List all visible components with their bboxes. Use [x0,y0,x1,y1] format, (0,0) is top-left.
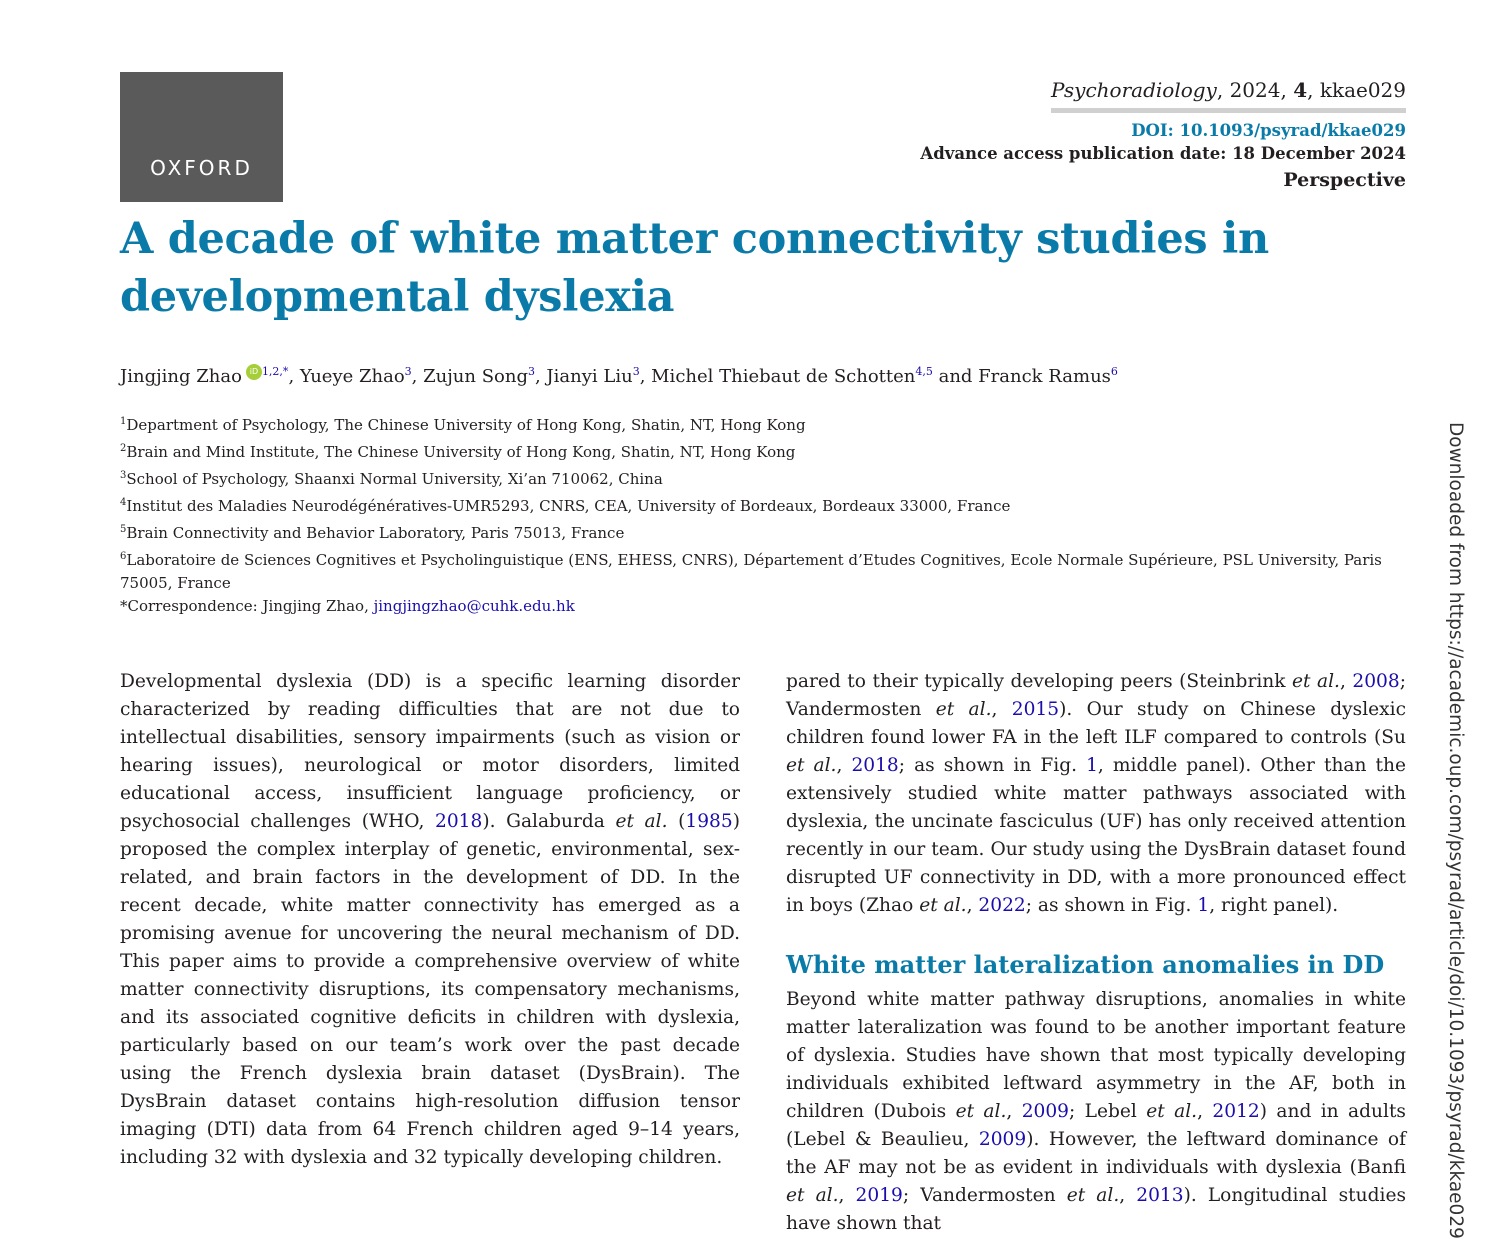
author-name[interactable]: Jingjing Zhao [120,366,242,387]
body-text-italic: et al. [1146,1101,1198,1122]
body-text: ; Vandermosten [786,671,1406,720]
body-text: , [1119,1185,1137,1206]
figure-link[interactable]: 1 [1197,895,1210,916]
body-text: , [991,699,1012,720]
body-text: ; Vandermosten [902,1185,1067,1206]
body-text: ( [667,811,686,832]
article-title: A decade of white matter connectivity studies in developmental dyslexia [120,214,1269,322]
body-text: , [836,755,852,776]
body-column-left [120,668,740,1172]
author-affiliation-ref[interactable]: 4,5 [915,365,933,378]
correspondence-label: *Correspondence: Jingjing Zhao, [120,597,374,615]
orcid-icon[interactable]: iD [246,364,262,380]
affiliation-text: Department of Psychology, The Chinese University of Hong Kong, Shatin, NT, Hong Kong [126,416,806,434]
affiliation-text: Brain and Mind Institute, The Chinese University of Hong Kong, Shatin, NT, Hong Kong [126,443,796,461]
body-text: ). However, the leftward dominance of the AF may not be as evident in individuals with dyslexia (Banfi [786,1129,1406,1178]
body-text-italic: et al. [1292,671,1340,692]
body-text: ). Our study on Chinese dyslexic children found lower FA in the left ILF compared to controls (Su [786,699,1406,748]
correspondence [120,595,1410,618]
body-text: , [1006,1101,1022,1122]
publisher-logo [120,72,283,202]
doi-link[interactable]: DOI: 10.1093/psyrad/kkae029 [1131,121,1406,140]
body-text: , middle panel). Other than the extensively studied white matter pathways associated with dyslexia, the uncinate fasciculus (UF) has only received attention recently in our team. Our study using the DysBrain dataset found disrupted UF connectivity in DD, with a more pronounced effect in boys (Zhao [786,755,1406,916]
figure-link[interactable]: 1 [1086,755,1098,776]
journal-citation [1051,78,1406,113]
affiliation-item [120,491,1410,518]
affiliation-number: 4 [120,497,127,508]
author-name[interactable]: , Yueye Zhao [288,366,405,387]
affiliation-text: Brain Connectivity and Behavior Laboratory, Paris 75013, France [126,524,625,542]
affiliation-text: School of Psychology, Shaanxi Normal University, Xi’an 710062, China [126,470,663,488]
body-text: Developmental dyslexia (DD) is a specific learning disorder characterized by reading difficulties that are not due to intellectual disabilities, sensory impairments (such as vision or hearing issues), neurological or motor disorders, limited educational access, insufficient language proficiency, or psychosocial challenges (WHO, [120,671,740,832]
publisher-logo-text: OXFORD [150,156,253,180]
body-text: , [966,895,979,916]
body-text: ) proposed the complex interplay of genetic, environmental, sex-related, and brain factors in the development of DD. In the recent decade, white matter connectivity has emerged as a promising avenue for uncovering the neural mechanism of DD. This paper aims to provide a comprehensive overview of white matter connectivity disruptions, its compensatory mechanisms, and its associated cognitive deficits in children with dyslexia, particularly based on our team’s work over the past decade using the French dyslexia brain dataset (DysBrain). The DysBrain dataset contains high-resolution diffusion tensor imaging (DTI) data from 64 French children aged 9–14 years, including 32 with dyslexia and 32 typically developing children. [120,811,740,1168]
body-text: Beyond white matter pathway disruptions, anomalies in white matter lateralization was found to be another important feature of dyslexia. Studies have shown that most typically developing individuals exhibited leftward asymmetry in the AF, both in children (Dubois [786,989,1406,1122]
journal-article-id: , kkae029 [1307,78,1406,102]
correspondence-email-link[interactable]: jingjingzhao@cuhk.edu.hk [373,597,575,615]
citation-link[interactable]: 2018 [434,811,483,832]
affiliation-number: 6 [120,551,127,562]
affiliation-list [120,410,1410,618]
author-name[interactable]: and Franck Ramus [932,366,1111,387]
affiliation-text: Laboratoire de Sciences Cognitives et Psycholinguistique (ENS, EHESS, CNRS), Département d’Etudes Cognitives, Ecole Normale Supérieure, PSL University, Paris 75005, France [120,551,1382,592]
citation-link[interactable]: 2008 [1352,671,1400,692]
affiliation-item [120,545,1410,595]
body-text: ). Longitudinal studies have shown that [786,1185,1406,1234]
body-text: pared to their typically developing peers (Steinbrink [786,671,1293,692]
citation-link[interactable]: 2009 [1021,1101,1070,1122]
affiliation-number: 2 [120,443,127,454]
body-paragraph [786,986,1406,1238]
body-text-italic: et al. [615,811,668,832]
section-heading: White matter lateralization anomalies in DD [786,950,1385,979]
body-text: ; Lebel [1069,1101,1147,1122]
author-name[interactable]: , Zujun Song [411,366,528,387]
body-text-italic: et al. [1066,1185,1120,1206]
body-text: ) and in adults (Lebel & Beaulieu, [786,1101,1406,1150]
author-name[interactable]: , Jianyi Liu [534,366,633,387]
publication-date: Advance access publication date: 18 December 2024 [920,144,1406,163]
citation-link[interactable]: 2018 [851,755,899,776]
affiliation-item [120,518,1410,545]
affiliation-item [120,464,1410,491]
body-text-italic: et al. [955,1101,1007,1122]
author-affiliation-ref[interactable]: 1,2,* [261,365,289,378]
body-column-right [786,668,1406,1238]
author-affiliation-ref[interactable]: 3 [527,365,535,378]
journal-name: Psychoradiology [1050,78,1217,102]
body-text: ; as shown in Fig. [898,755,1087,776]
author-affiliation-ref[interactable]: 3 [632,365,640,378]
body-text-italic: et al. [919,895,967,916]
author-list [120,364,1118,387]
body-paragraph [120,668,740,1172]
body-paragraph [786,668,1406,920]
affiliation-item [120,437,1410,464]
body-text: ; as shown in Fig. [1025,895,1198,916]
body-text-italic: et al. [786,755,837,776]
affiliation-number: 3 [120,470,127,481]
body-text-italic: et al. [935,699,992,720]
body-text: , [1197,1101,1213,1122]
affiliation-item [120,410,1410,437]
body-text: , [838,1185,856,1206]
citation-link[interactable]: 1985 [685,811,733,832]
citation-link[interactable]: 2022 [978,895,1026,916]
author-name[interactable]: , Michel Thiebaut de Schotten [639,366,916,387]
citation-link[interactable]: 2009 [978,1129,1027,1150]
author-affiliation-ref[interactable]: 6 [1110,365,1118,378]
citation-link[interactable]: 2019 [855,1185,903,1206]
affiliation-text: Institut des Maladies Neurodégénératives-UMR5293, CNRS, CEA, University of Bordeaux, Bordeaux 33000, France [126,497,1011,515]
affiliation-number: 1 [120,416,127,427]
body-text: , [1339,671,1353,692]
citation-link[interactable]: 2013 [1136,1185,1184,1206]
journal-year: , 2024, [1216,78,1294,102]
journal-volume: 4 [1293,78,1308,102]
author-affiliation-ref[interactable]: 3 [404,365,412,378]
body-text: , right panel). [1209,895,1339,916]
citation-link[interactable]: 2015 [1011,699,1060,720]
affiliation-number: 5 [120,524,127,535]
article-type: Perspective [1283,169,1406,191]
citation-link[interactable]: 2012 [1212,1101,1260,1122]
body-text-italic: et al. [786,1185,839,1206]
download-watermark: Downloaded from https://academic.oup.com/psyrad/article/doi/10.1093/psyrad/kkae029 [1445,422,1466,1239]
body-text: ). Galaburda [482,811,616,832]
journal-info [920,78,1406,191]
